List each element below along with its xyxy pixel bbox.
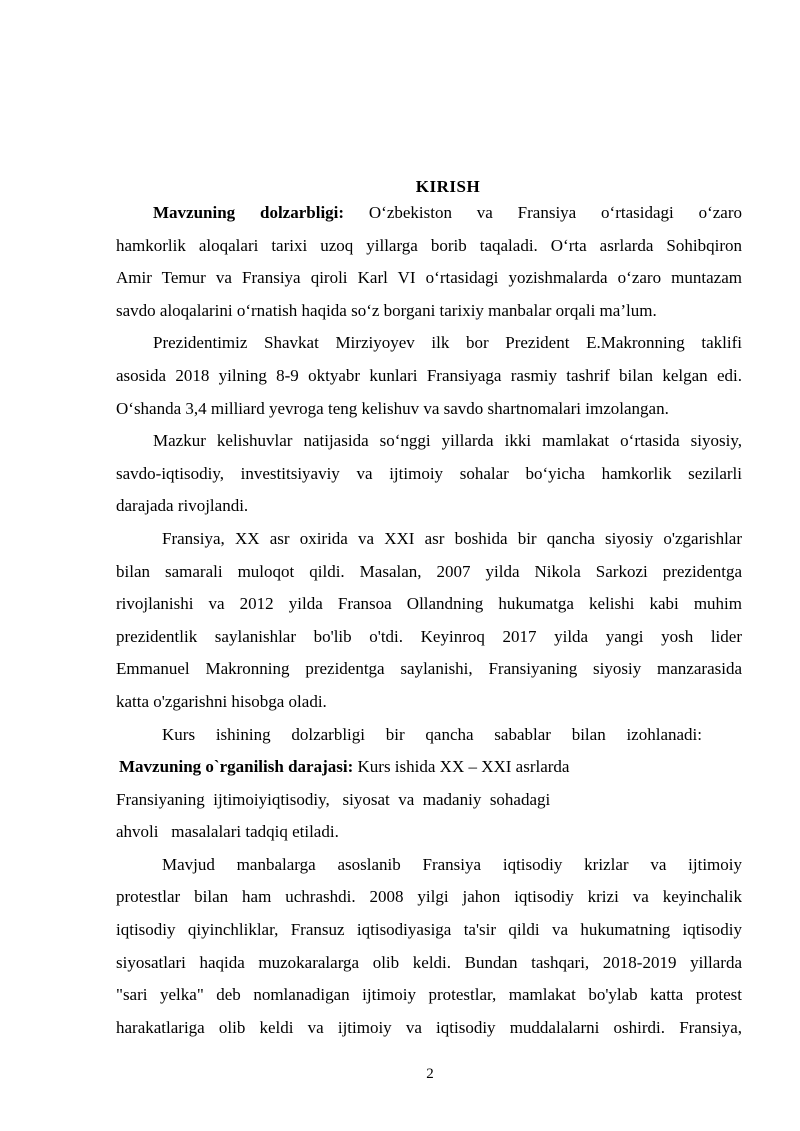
paragraph-6-line-1 [116,751,742,784]
page-number: 2 [426,1066,434,1082]
paragraph-7-line-5: "sari yelka" deb nomlanadigan ijtimoiy protestlar, mamlakat bo'ylab katta protest [116,985,742,1005]
paragraph-3-line-2: savdo-iqtisodiy, investitsiyaviy va ijtimoiy sohalar bo‘yicha hamkorlik sezilarli [116,463,742,483]
paragraph-4-line-1: Fransiya, XX asr oxirida va XXI asr boshida bir qancha siyosiy o'zgarishlar [162,528,742,548]
paragraph-4-line-5: Emmanuel Makronning prezidentga saylanishi, Fransiyaning siyosiy manzarasida [116,659,742,679]
text-span: Kurs ishining dolzarbligi bir qancha sabablar bilan izohlanadi: [162,724,702,744]
paragraph-7-line-6: harakatlariga olib keldi va ijtimoiy va iqtisodiy muddalalarni oshirdi. Fransiya, [116,1017,742,1037]
paragraph-4-line-2: bilan samarali muloqot qildi. Masalan, 2007 yilda Nikola Sarkozi prezidentga [116,561,742,581]
paragraph-1-line-1 [116,197,742,230]
paragraph-6-line-2: Fransiyaning ijtimoiyiqtisodiy, siyosat va madaniy sohadagi [116,789,551,809]
paragraph-5-line-1 [116,719,702,752]
paragraph-2-line-1: Prezidentimiz Shavkat Mirziyoyev ilk bor Prezident E.Makronning taklifi [153,333,742,353]
paragraph-4-line-4: prezidentlik saylanishlar bo'lib o'tdi. Keyinroq 2017 yilda yangi yosh lider [116,626,742,646]
paragraph-6-line-3: ahvoli masalalari tadqiq etiladi. [116,822,339,842]
paragraph-1-line-4: savdo aloqalarini o‘rnatish haqida so‘z borgani tarixiy manbalar orqali ma’lum. [116,300,657,320]
text-span: Kurs ishida XX – XXI asrlarda [357,757,570,777]
paragraph-3-line-3: darajada rivojlandi. [116,496,249,516]
text-span: O‘zbekiston va Fransiya o‘rtasidagi o‘zaro [368,203,742,222]
paragraph-3-line-1: Mazkur kelishuvlar natijasida so‘nggi yillarda ikki mamlakat o‘rtasida siyosiy, [153,431,742,451]
paragraph-2-line-2: asosida 2018 yilning 8-9 oktyabr kunlari Fransiyaga rasmiy tashrif bilan kelgan edi. [116,365,742,385]
paragraph-4-line-6: katta o'zgarishni hisobga oladi. [116,691,327,711]
paragraph-7-line-2: protestlar bilan ham uchrashdi. 2008 yilgi jahon iqtisodiy krizi va keyinchalik [116,887,742,907]
paragraph-1-line-3: Amir Temur va Fransiya qiroli Karl VI o‘rtasidagi yozishmalarda o‘zaro muntazam [116,268,742,288]
section-label-organilish: Mavzuning o`rganilish darajasi: [119,757,354,777]
document-body [116,197,742,1044]
paragraph-2-line-3: O‘shanda 3,4 milliard yevroga teng kelishuv va savdo shartnomalari imzolangan. [116,398,669,418]
paragraph-7-line-4: siyosatlari haqida muzokaralarga olib keldi. Bundan tashqari, 2018-2019 yillarda [116,952,742,972]
page-title: KIRISH [415,177,481,196]
paragraph-7-line-3: iqtisodiy qiyinchliklar, Fransuz iqtisodiyasiga ta'sir qildi va hukumatning iqtisodiy [116,920,742,940]
paragraph-1-line-2: hamkorlik aloqalari tarixi uzoq yillarga borib taqaladi. O‘rta asrlarda Sohibqiron [116,235,742,255]
section-label-dolzarbligi: Mavzuning dolzarbligi: [153,203,345,222]
paragraph-4-line-3: rivojlanishi va 2012 yilda Fransoa Ollandning hukumatga kelishi kabi muhim [116,594,742,614]
paragraph-7-line-1: Mavjud manbalarga asoslanib Fransiya iqtisodiy krizlar va ijtimoiy [162,854,742,874]
